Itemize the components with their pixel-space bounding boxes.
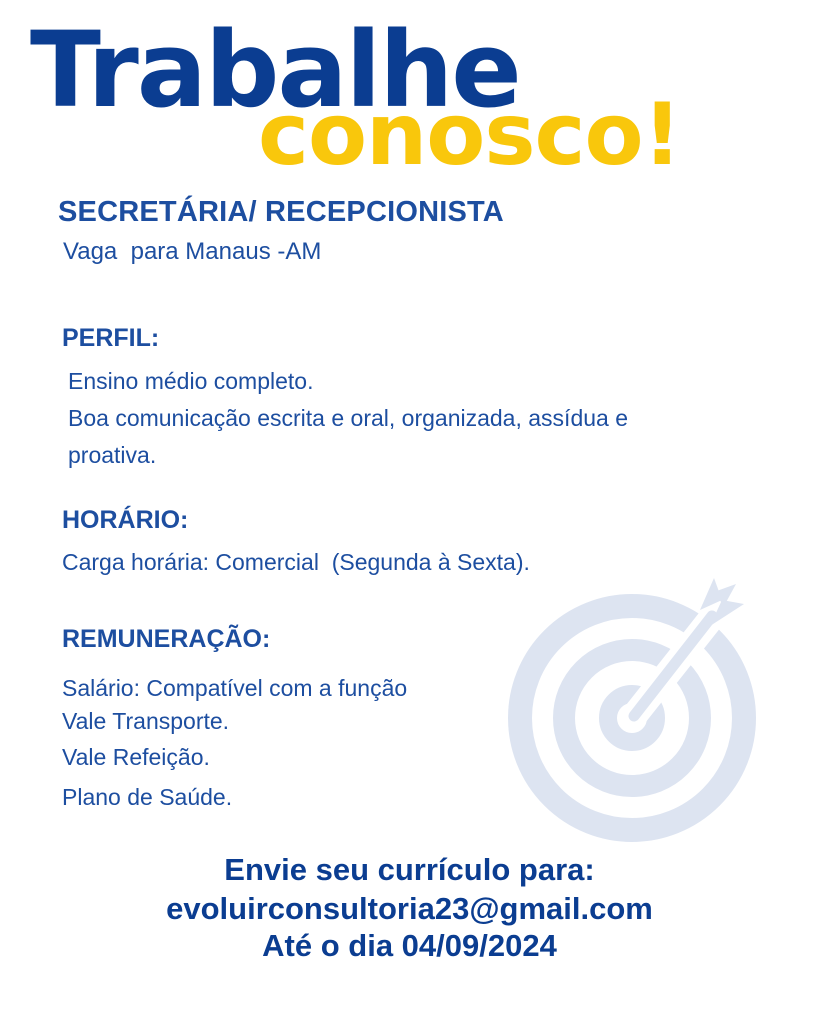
deadline: Até o dia 04/09/2024	[262, 928, 557, 963]
perfil-heading: PERFIL:	[62, 324, 160, 352]
horario-line: Carga horária: Comercial (Segunda à Sexta).	[62, 549, 530, 575]
remuneracao-heading: REMUNERAÇÃO:	[62, 625, 271, 653]
headline-trabalhe: Trabalhe	[30, 9, 520, 131]
contact-email: evoluirconsultoria23@gmail.com	[166, 891, 653, 926]
job-location: Vaga para Manaus -AM	[63, 238, 322, 265]
remuneracao-line: Plano de Saúde.	[62, 784, 233, 810]
horario-heading: HORÁRIO:	[62, 506, 189, 534]
job-title: SECRETÁRIA/ RECEPCIONISTA	[58, 196, 504, 228]
headline-conosco: conosco!	[258, 85, 681, 185]
remuneracao-line: Vale Transporte.	[62, 708, 230, 734]
cta-send-resume: Envie seu currículo para:	[224, 852, 595, 887]
perfil-line: Boa comunicação escrita e oral, organizada, assídua e	[68, 405, 628, 431]
perfil-line: proativa.	[68, 442, 157, 468]
target-with-arrow-icon	[500, 570, 780, 850]
perfil-line: Ensino médio completo.	[68, 368, 314, 394]
remuneracao-line: Vale Refeição.	[62, 744, 210, 770]
remuneracao-line: Salário: Compatível com a função	[62, 675, 408, 701]
